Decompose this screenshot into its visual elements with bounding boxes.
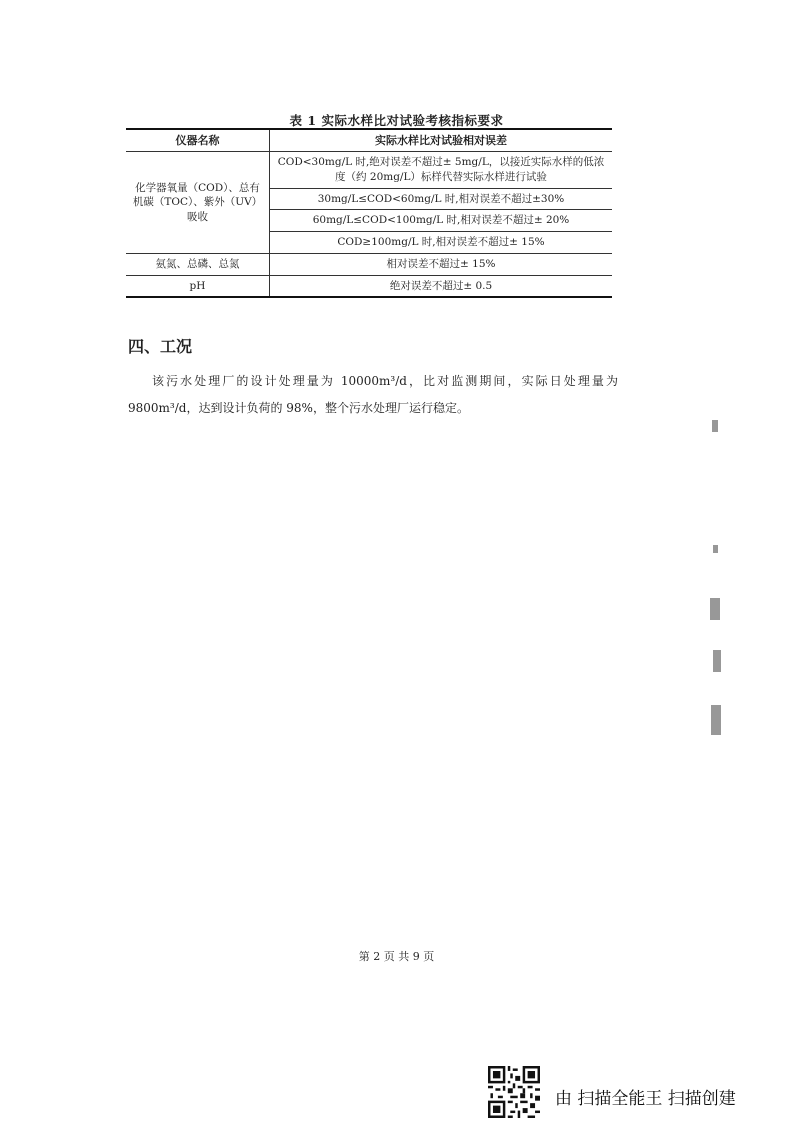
page-indicator: 第 2 页 共 9 页 <box>358 950 435 963</box>
scan-artifact <box>711 705 721 735</box>
header-instrument: 仪器名称 <box>126 129 270 152</box>
header-criteria: 实际水样比对试验相对误差 <box>270 129 613 152</box>
spec-table <box>126 128 612 298</box>
table-caption: 表 1 实际水样比对试验考核指标要求 <box>289 113 504 128</box>
table-header-row <box>126 129 612 152</box>
scan-artifact <box>713 650 721 672</box>
criteria-cell: 30mg/L≤COD<60mg/L 时,相对误差不超过±30% <box>270 188 613 210</box>
table-row <box>126 275 612 297</box>
instrument-cell: pH <box>126 275 270 297</box>
criteria-cell: COD<30mg/L 时,绝对误差不超过± 5mg/L，以接近实际水样的低浓度（约 20mg/L）标样代替实际水样进行试验 <box>270 152 613 188</box>
scan-artifact <box>710 598 720 620</box>
section-heading: 四、工况 <box>128 337 193 356</box>
criteria-cell: COD≥100mg/L 时,相对误差不超过± 15% <box>270 232 613 254</box>
criteria-cell: 绝对误差不超过± 0.5 <box>270 275 613 297</box>
scan-artifact <box>713 545 718 553</box>
instrument-cell: 化学器氧量（COD）、总有机碳（TOC）、紫外（UV）吸收 <box>126 152 270 253</box>
instrument-cell: 氨氮、总磷、总氮 <box>126 253 270 275</box>
table-row <box>126 152 612 188</box>
criteria-cell: 相对误差不超过± 15% <box>270 253 613 275</box>
scanner-credit: 由 扫描全能王 扫描创建 <box>555 1089 736 1109</box>
section-paragraph: 该污水处理厂的设计处理量为 10000m³/d，比对监测期间，实际日处理量为 9800m³/d，达到设计负荷的 98%，整个污水处理厂运行稳定。 <box>128 374 618 415</box>
scan-artifact <box>712 420 718 432</box>
table-row <box>126 253 612 275</box>
qr-code-icon <box>488 1066 540 1118</box>
criteria-cell: 60mg/L≤COD<100mg/L 时,相对误差不超过± 20% <box>270 210 613 232</box>
